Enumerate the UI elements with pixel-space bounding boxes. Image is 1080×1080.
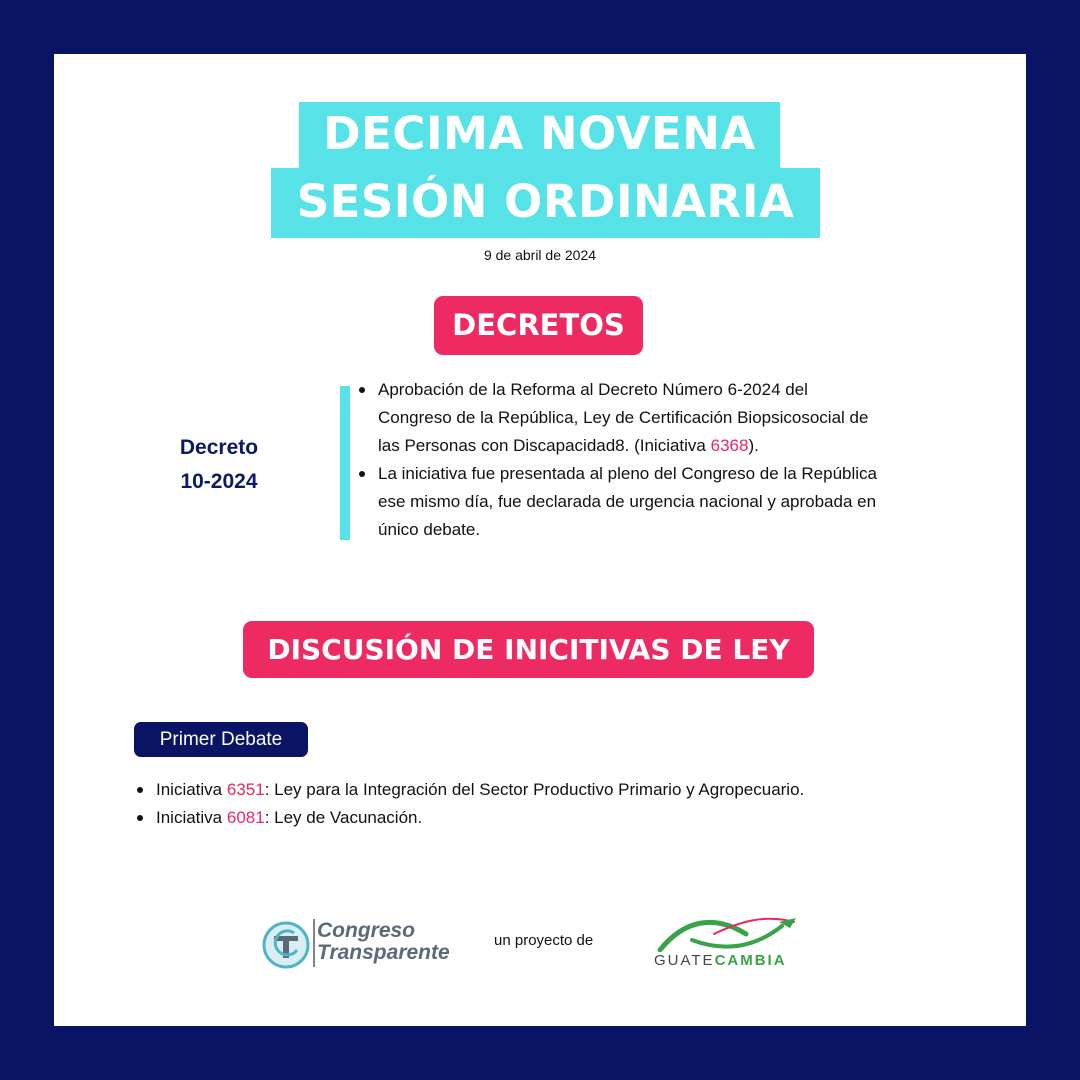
ct-word-transparente: Transparente [317, 941, 450, 964]
list-item: La iniciativa fue presentada al pleno del Congreso de la República ese mismo día, fue declarada de urgencia nacional y aprobada en único debate. [356, 460, 996, 544]
page-title-line2: SESIÓN ORDINARIA [296, 175, 795, 228]
decreto-accent-bar [340, 386, 350, 540]
content-card [54, 54, 1026, 1026]
iniciativas-list [134, 776, 1014, 832]
list-item: Iniciativa 6081: Ley de Vacunación. [134, 804, 1014, 832]
iniciativa-number: 6368 [710, 436, 749, 455]
congreso-transparente-logo-icon [261, 920, 311, 970]
guatecambia-wave-logo-icon [654, 912, 804, 952]
proyecto-connector-text: un proyecto de [494, 932, 594, 949]
list-item: Iniciativa 6351: Ley para la Integración del Sector Productivo Primario y Agropecuario. [134, 776, 1014, 804]
decreto-bullet-list [356, 376, 996, 544]
logo-divider [313, 919, 315, 967]
decretos-heading: DECRETOS [434, 296, 643, 355]
bullet-dot [137, 815, 143, 821]
guatecambia-wordmark: GUATECAMBIA [654, 952, 787, 969]
page-title-line1: DECIMA NOVENA [323, 107, 756, 160]
session-date: 9 de abril de 2024 [483, 247, 597, 263]
primer-debate-badge: Primer Debate [134, 722, 308, 757]
discusion-heading: DISCUSIÓN DE INICITIVAS DE LEY [243, 621, 814, 678]
bullet-dot [359, 387, 365, 393]
iniciativa-number: 6081 [226, 808, 265, 827]
iniciativa-number: 6351 [226, 780, 265, 799]
ct-word-congreso: Congreso [317, 919, 416, 942]
decreto-number-label [159, 431, 279, 499]
congreso-transparente-logo [259, 916, 459, 972]
decreto-label-word: Decreto [179, 436, 259, 459]
bullet-dot [359, 471, 365, 477]
bullet-dot [137, 787, 143, 793]
list-item: Aprobación de la Reforma al Decreto Número 6-2024 del Congreso de la República, Ley de Certificación Biopsicosocial de las Personas con Discapacidad8. (Iniciativa 6368). [356, 376, 996, 460]
decreto-label-number: 10-2024 [180, 470, 258, 493]
